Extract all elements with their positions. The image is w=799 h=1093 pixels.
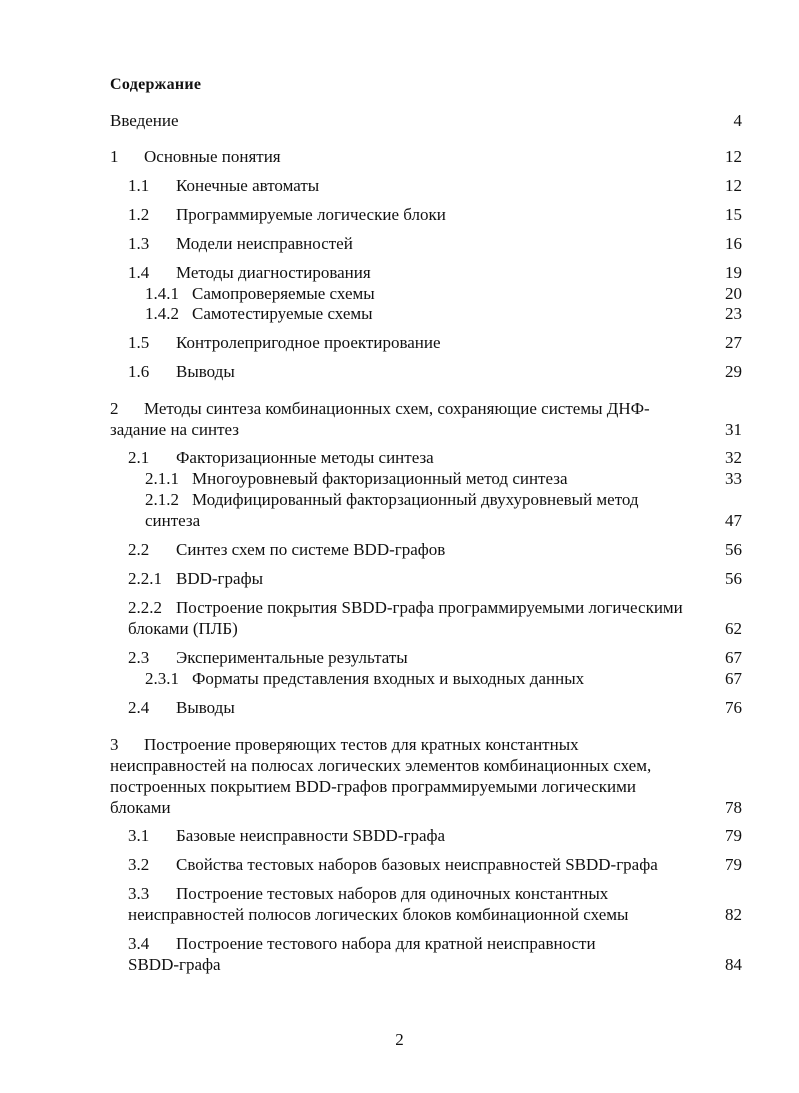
entry-title-line: Построение тестового набора для кратной неисправности <box>176 934 596 953</box>
entry-title: Выводы <box>176 362 235 381</box>
entry-page: 12 <box>725 176 742 195</box>
entry-page: 84 <box>725 955 742 974</box>
entry-page: 31 <box>725 420 742 439</box>
toc-entry-intro <box>110 110 742 131</box>
entry-number: 2 <box>110 399 119 418</box>
entry-page: 20 <box>725 284 742 303</box>
entry-page: 62 <box>725 619 742 638</box>
toc-entry-1-1 <box>128 175 742 196</box>
entry-page: 19 <box>725 263 742 282</box>
entry-title-line: Построение покрытия SBDD-графа программируемыми логическими <box>176 598 683 617</box>
entry-page: 4 <box>733 111 742 130</box>
entry-number: 3 <box>110 735 119 754</box>
toc-entry-1-2 <box>128 204 742 225</box>
entry-title: Конечные автоматы <box>176 176 320 195</box>
toc-entry-2-1 <box>128 447 742 468</box>
entry-number: 1.4.1 <box>145 284 179 303</box>
entry-title: Программируемые логические блоки <box>176 205 446 224</box>
entry-title: Самопроверяемые схемы <box>192 284 375 303</box>
entry-title: Самотестируемые схемы <box>192 304 373 323</box>
entry-page: 76 <box>725 698 742 717</box>
entry-number: 1.2 <box>128 205 150 224</box>
entry-number: 1.4.2 <box>145 304 179 323</box>
toc-entry-1-5 <box>128 332 742 353</box>
toc-entry-3-2 <box>128 854 742 875</box>
entry-page: 32 <box>725 448 742 467</box>
toc-entry-1 <box>110 146 742 167</box>
entry-title-line: неисправностей полюсов логических блоков комбинационной схемы <box>128 905 629 924</box>
entry-number: 1.6 <box>128 362 150 381</box>
entry-title-line: Методы синтеза комбинационных схем, сохраняющие системы ДНФ- <box>144 399 650 418</box>
toc-entry-2-1-1 <box>145 468 742 489</box>
entry-number: 1 <box>110 147 119 166</box>
toc-entry-3-1 <box>128 825 742 846</box>
toc-entry-2-4 <box>128 697 742 718</box>
toc-entry-3-3 <box>128 883 742 925</box>
entry-page: 15 <box>725 205 742 224</box>
toc-entry-2-3 <box>128 647 742 668</box>
toc-entry-2 <box>110 398 742 440</box>
entry-number: 2.3.1 <box>145 669 179 688</box>
entry-number: 2.1.1 <box>145 469 179 488</box>
entry-number: 3.3 <box>128 884 150 903</box>
entry-page: 47 <box>725 511 742 530</box>
entry-number: 2.1.2 <box>145 490 179 509</box>
entry-title-line: Модифицированный факторзационный двухуровневый метод <box>192 490 639 509</box>
toc-entry-2-2-1 <box>128 568 742 589</box>
toc-entry-1-4-2 <box>145 303 742 324</box>
entry-page: 33 <box>725 469 742 488</box>
entry-title: Контролепригодное проектирование <box>176 333 441 352</box>
entry-title-line: задание на синтез <box>110 420 239 439</box>
entry-number: 1.4 <box>128 263 150 282</box>
entry-number: 3.2 <box>128 855 150 874</box>
entry-number: 2.2 <box>128 540 150 559</box>
entry-title: Синтез схем по системе BDD-графов <box>176 540 446 559</box>
entry-title: Базовые неисправности SBDD-графа <box>176 826 446 845</box>
entry-page: 56 <box>725 569 742 588</box>
entry-number: 3.1 <box>128 826 150 845</box>
entry-page: 82 <box>725 905 742 924</box>
entry-title: Выводы <box>176 698 235 717</box>
entry-page: 29 <box>725 362 742 381</box>
entry-number: 2.4 <box>128 698 150 717</box>
entry-title: Форматы представления входных и выходных данных <box>192 669 585 688</box>
entry-number: 1.5 <box>128 333 150 352</box>
entry-page: 67 <box>725 648 742 667</box>
toc-entry-1-6 <box>128 361 742 382</box>
entry-title: BDD-графы <box>176 569 264 588</box>
entry-page: 16 <box>725 234 742 253</box>
entry-page: 12 <box>725 147 742 166</box>
entry-title: Основные понятия <box>144 147 281 166</box>
entry-title-line: блоками (ПЛБ) <box>128 619 238 638</box>
entry-title-line: SBDD-графа <box>128 955 221 974</box>
toc-heading: Содержание <box>110 76 202 93</box>
toc-entry-2-3-1 <box>145 668 742 689</box>
toc-entry-3-4 <box>128 933 742 975</box>
entry-title: Многоуровневый факторизационный метод синтеза <box>192 469 568 488</box>
entry-title-line: Построение тестовых наборов для одиночных константных <box>176 884 609 903</box>
entry-number: 2.2.2 <box>128 598 162 617</box>
entry-number: 1.1 <box>128 176 150 195</box>
entry-title-line: синтеза <box>145 511 201 530</box>
entry-number: 1.3 <box>128 234 150 253</box>
entry-page: 79 <box>725 855 742 874</box>
entry-title-line: построенных покрытием BDD-графов программируемыми логическими <box>110 777 636 796</box>
entry-number: 2.3 <box>128 648 150 667</box>
entry-title: Экспериментальные результаты <box>176 648 408 667</box>
entry-title: Факторизационные методы синтеза <box>176 448 434 467</box>
toc-entry-1-4-1 <box>145 283 742 304</box>
entry-title-line: Построение проверяющих тестов для кратных константных <box>144 735 579 754</box>
entry-page: 78 <box>725 798 742 817</box>
entry-page: 23 <box>725 304 742 323</box>
entry-number: 2.1 <box>128 448 150 467</box>
entry-title-line: неисправностей на полюсах логических элементов комбинационных схем, <box>110 756 652 775</box>
toc-entry-2-2 <box>128 539 742 560</box>
toc-entry-1-3 <box>128 233 742 254</box>
entry-number: 3.4 <box>128 934 150 953</box>
entry-title-line: блоками <box>110 798 171 817</box>
entry-page: 79 <box>725 826 742 845</box>
toc-entry-3 <box>110 734 742 818</box>
toc-entry-2-1-2 <box>145 489 742 531</box>
toc-entry-1-4 <box>128 262 742 283</box>
entry-page: 67 <box>725 669 742 688</box>
entry-title: Методы диагностирования <box>176 263 371 282</box>
toc-entry-2-2-2 <box>128 597 742 639</box>
entry-page: 56 <box>725 540 742 559</box>
entry-title: Введение <box>110 111 179 130</box>
entry-title: Модели неисправностей <box>176 234 353 253</box>
entry-title: Свойства тестовых наборов базовых неисправностей SBDD-графа <box>176 855 658 874</box>
page-number: 2 <box>395 1030 404 1049</box>
entry-page: 27 <box>725 333 742 352</box>
entry-number: 2.2.1 <box>128 569 162 588</box>
